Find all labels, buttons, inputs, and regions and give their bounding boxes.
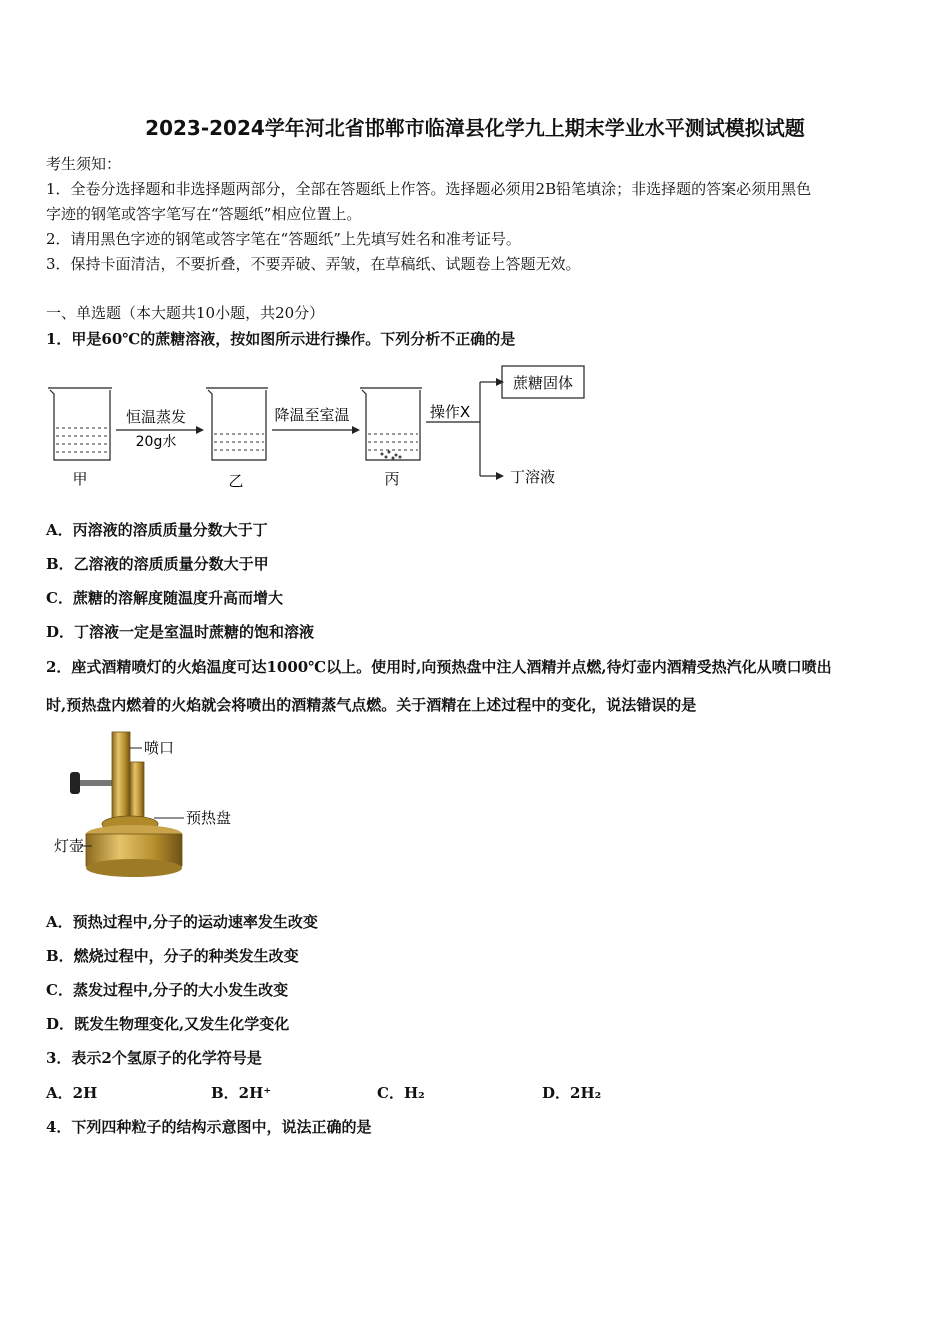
q2-option-d[interactable]: D．既发生物理变化,又发生化学变化 (46, 1015, 290, 1033)
section-heading: 一、单选题（本大题共10小题，共20分） (46, 304, 325, 322)
q2-option-c[interactable]: C．蒸发过程中,分子的大小发生改变 (46, 981, 289, 999)
page-title: 2023-2024学年河北省邯郸市临漳县化学九上期末学业水平测试模拟试题 (145, 116, 805, 140)
q3-stem: 3．表示2个氢原子的化学符号是 (46, 1049, 262, 1067)
notice-line: 1．全卷分选择题和非选择题两部分，全部在答题纸上作答。选择题必须用2B铅笔填涂；非选择题的答案必须用黑色 (46, 180, 812, 198)
q4-stem: 4．下列四种粒子的结构示意图中，说法正确的是 (46, 1118, 372, 1136)
step1-label: 恒温蒸发 (125, 408, 187, 426)
q1-option-c[interactable]: C．蔗糖的溶解度随温度升高而增大 (46, 589, 283, 607)
beaker-label: 甲 (72, 470, 88, 488)
step1-sublabel: 20g水 (135, 434, 177, 450)
notice-line: 3．保持卡面清洁，不要折叠，不要弄破、弄皱，在草稿纸、试题卷上答题无效。 (46, 255, 581, 273)
q2-option-a[interactable]: A．预热过程中,分子的运动速率发生改变 (46, 913, 318, 931)
q2-stem-line1: 2．座式酒精喷灯的火焰温度可达1000℃以上。使用时,向预热盘中注人酒精并点燃,待灯壶内酒精受热汽化从喷口喷出 (46, 658, 832, 676)
label-nozzle: 喷口 (144, 739, 175, 757)
step3-label: 操作X (429, 403, 471, 421)
q1-option-d[interactable]: D．丁溶液一定是室温时蔗糖的饱和溶液 (46, 623, 315, 641)
output-solution-label: 丁溶液 (510, 468, 556, 486)
q3-option-b[interactable]: B．2H⁺ (211, 1084, 272, 1102)
notice-heading: 考生须知： (46, 155, 122, 173)
label-lamp-pot: 灯壶 (54, 837, 85, 855)
q3-option-c[interactable]: C．H₂ (377, 1084, 425, 1102)
q2-stem-line2: 时,预热盘内燃着的火焰就会将喷出的酒精蒸气点燃。关于酒精在上述过程中的变化，说法错误的是 (46, 696, 697, 714)
q1-option-b[interactable]: B．乙溶液的溶质质量分数大于甲 (46, 555, 269, 573)
q3-option-a[interactable]: A．2H (46, 1084, 98, 1102)
notice-line: 字迹的钢笔或答字笔写在“答题纸”相应位置上。 (46, 205, 362, 223)
q1-process-diagram (44, 362, 604, 492)
notice-line: 2．请用黑色字迹的钢笔或答字笔在“答题纸”上先填写姓名和准考证号。 (46, 230, 521, 248)
step2-label: 降温至室温 (274, 406, 350, 424)
q2-option-b[interactable]: B．燃烧过程中，分子的种类发生改变 (46, 947, 299, 965)
q1-option-a[interactable]: A．丙溶液的溶质质量分数大于丁 (46, 521, 268, 539)
alcohol-burner-figure (50, 726, 260, 892)
beaker-label: 丙 (384, 470, 400, 488)
output-solid-label: 蔗糖固体 (512, 374, 574, 392)
q1-stem: 1．甲是60℃的蔗糖溶液，按如图所示进行操作。下列分析不正确的是 (46, 330, 516, 348)
beaker-label: 乙 (228, 472, 244, 490)
q3-option-d[interactable]: D．2H₂ (542, 1084, 602, 1102)
label-preheat-plate: 预热盘 (186, 809, 232, 827)
